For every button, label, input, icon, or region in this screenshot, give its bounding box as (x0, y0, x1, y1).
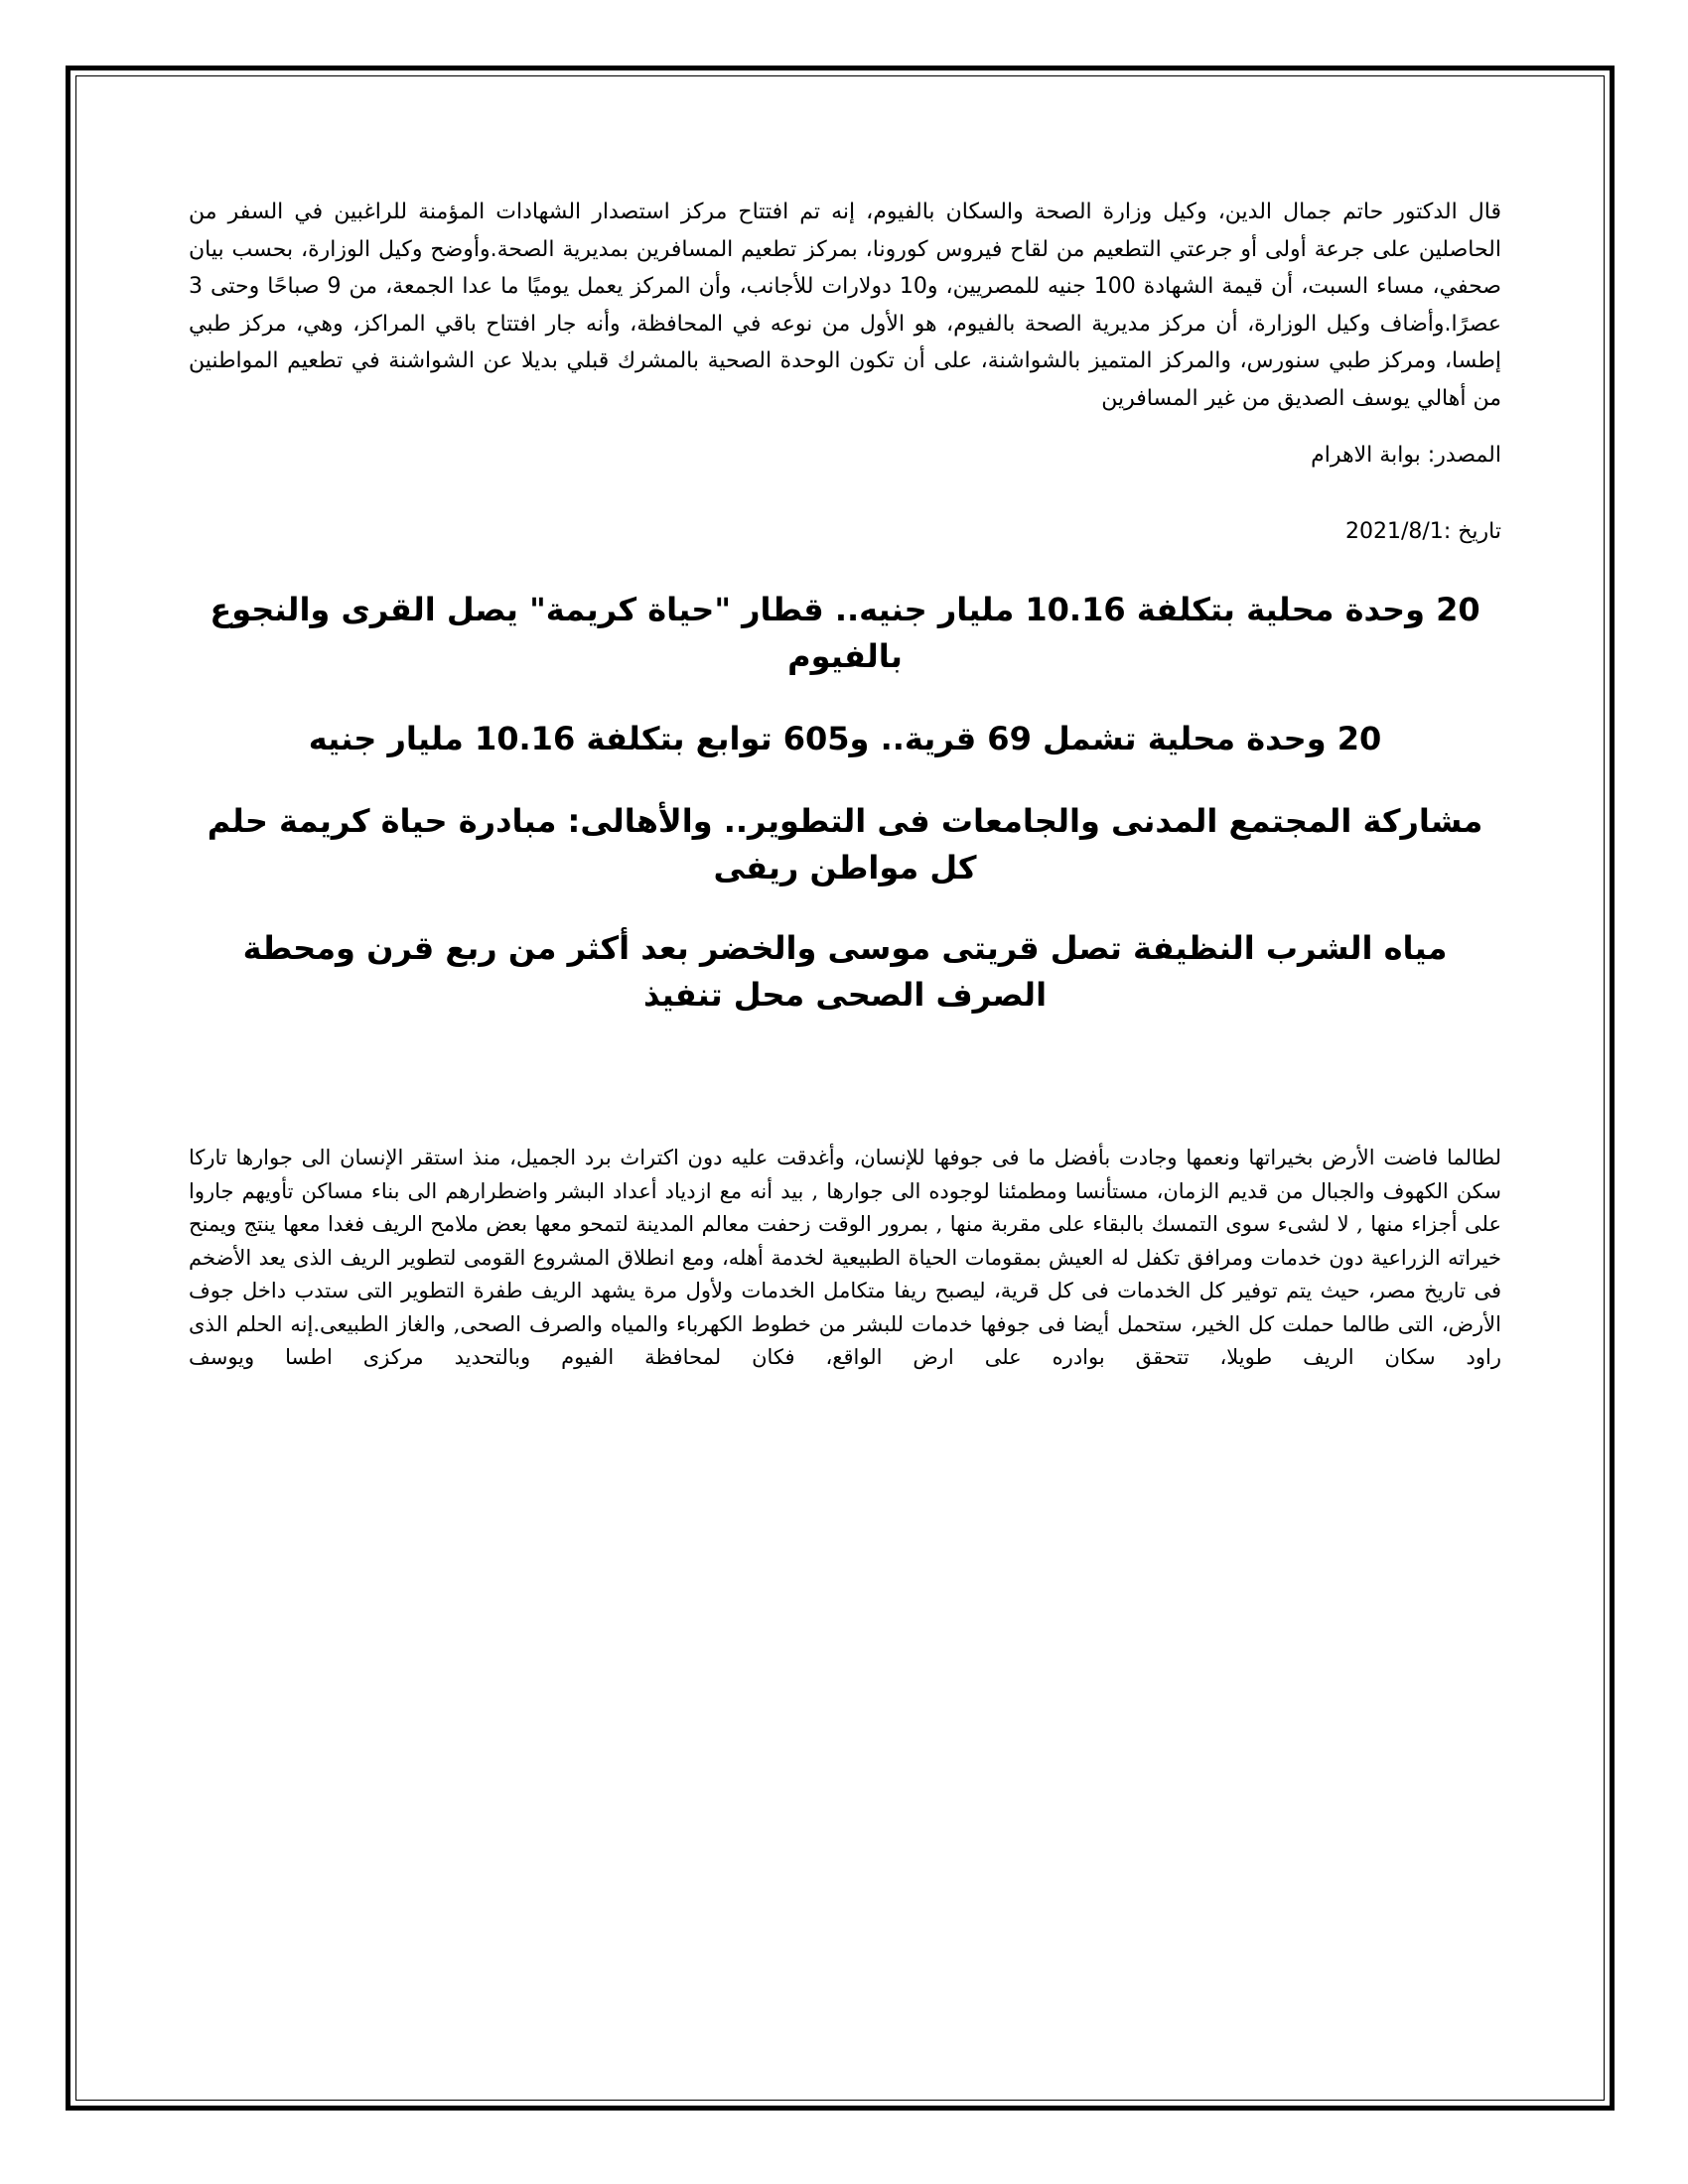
source-line: المصدر: بوابة الاهرام (1311, 443, 1501, 468)
intro-paragraph: قال الدكتور حاتم جمال الدين، وكيل وزارة الصحة والسكان بالفيوم، إنه تم افتتاح مركز استصدار الشهادات المؤمنة للراغبين في السفر من الحاصلين على جرعة أولى أو جرعتي التطعيم من لقاح فيروس كورونا، بمركز تطعيم المسافرين بمديرية الصحة.وأوضح وكيل الوزارة، بحسب بيان صحفي، مساء السبت، أن قيمة الشهادة 100 جنيه للمصريين، و10 دولارات للأجانب، وأن المركز يعمل يوميًا ما عدا الجمعة، من 9 صباحًا وحتى 3 عصرًا.وأضاف وكيل الوزارة، أن مركز مديرية الصحة بالفيوم، هو الأول من نوعه في المحافظة، وأنه جار افتتاح باقي المراكز، وهي، مركز طبي إطسا، ومركز طبي سنورس، والمركز المتميز بالشواشنة، على أن تكون الوحدة الصحية بالمشرك قبلي بديلا عن الشواشنة في تطعيم المواطنين من أهالي يوسف الصديق من غير المسافرين (189, 200, 1501, 411)
document-content (189, 194, 1501, 1375)
headline-sub-1: 20 وحدة محلية تشمل 69 قرية.. و605 توابع بتكلفة 10.16 مليار جنيه (308, 720, 1382, 757)
headline-sub-2: مشاركة المجتمع المدنى والجامعات فى التطوير.. والأهالى: مبادرة حياة كريمة حلم كل مواطن ريفى (207, 802, 1483, 887)
date-line: تاريخ :2021/8/1 (1345, 519, 1501, 544)
headline-main: 20 وحدة محلية بتكلفة 10.16 مليار جنيه.. قطار "حياة كريمة" يصل القرى والنجوع بالفيوم (210, 591, 1480, 675)
body-paragraph: لطالما فاضت الأرض بخيراتها ونعمها وجادت بأفضل ما فى جوفها للإنسان، وأغدقت عليه دون اكتراث برد الجميل، منذ استقر الإنسان الى جوارها تاركا سكن الكهوف والجبال من قديم الزمان، مستأنسا ومطمئنا لوجوده الى جوارها , بيد أنه مع ازدياد أعداد البشر واضطرارهم الى بناء مساكن تأويهم جاروا على أجزاء منها , لا لشىء سوى التمسك بالبقاء على مقربة منها , بمرور الوقت زحفت معالم المدينة لتمحو معها بعض ملامح الريف فغدا معها ينتج ويمنح خيراته الزراعية دون خدمات ومرافق تكفل له العيش بمقومات الحياة الطبيعية لخدمة أهله، ومع انطلاق المشروع القومى لتطوير الريف الذى يعد الأضخم فى تاريخ مصر، حيث يتم توفير كل الخدمات فى كل قرية، ليصبح ريفا متكامل الخدمات ولأول مرة يشهد الريف طفرة التطوير التى ستدب داخل جوف الأرض، التى طالما حملت كل الخير، ستحمل أيضا فى جوفها خدمات للبشر من خطوط الكهرباء والمياه والصرف الصحى, والغاز الطبيعى.إنه الحلم الذى راود سكان الريف طويلا، تتحقق بوادره على ارض الواقع، فكان لمحافظة الفيوم وبالتحديد مركزى اطسا ويوسف (189, 1146, 1501, 1369)
headline-sub-3: مياه الشرب النظيفة تصل قريتى موسى والخضر بعد أكثر من ربع قرن ومحطة الصرف الصحى محل تنفيذ (242, 929, 1448, 1014)
